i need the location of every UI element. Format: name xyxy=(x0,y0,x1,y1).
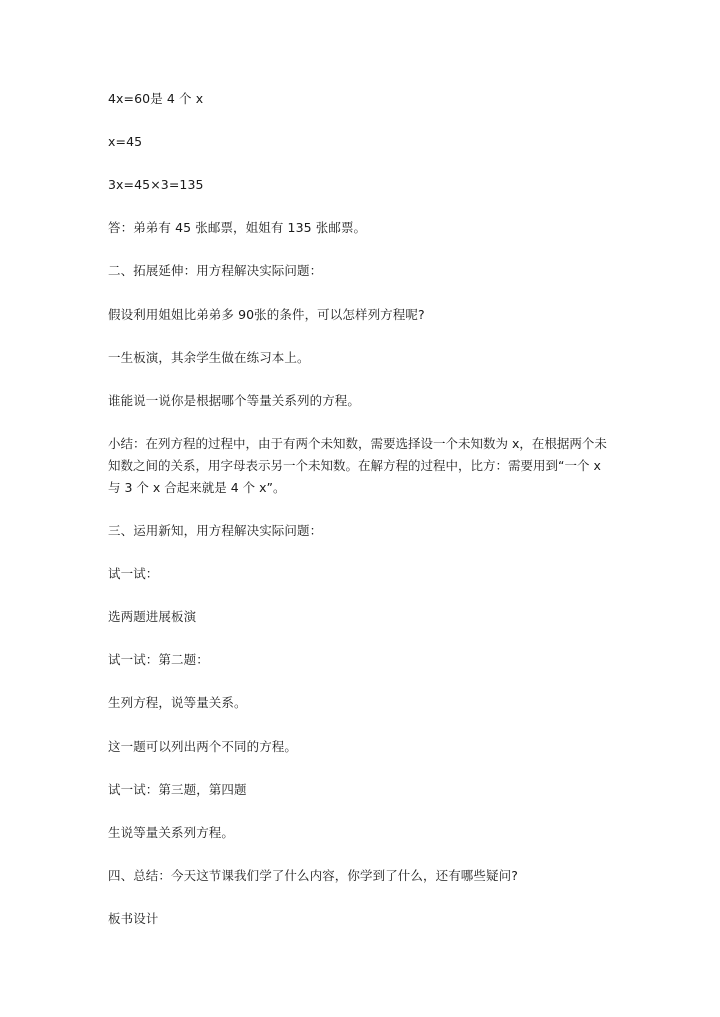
question-line: 假设利用姐姐比弟弟多 90张的条件，可以怎样列方程呢? xyxy=(108,307,425,322)
section-four-heading: 四、总结：今天这节课我们学了什么内容，你学到了什么，还有哪些疑问? xyxy=(108,868,518,883)
answer-line: 答：弟弟有 45 张邮票，姐姐有 135 张邮票。 xyxy=(108,220,367,235)
student-relation-line: 生说等量关系列方程。 xyxy=(108,825,235,840)
equation-3x: 3x=45×3=135 xyxy=(108,177,204,192)
section-two-heading: 二、拓展延伸：用方程解决实际问题： xyxy=(108,263,323,278)
board-design-heading: 板书设计 xyxy=(108,911,159,926)
try-it-second-line: 试一试：第二题： xyxy=(108,652,209,667)
summary-line-1: 小结：在列方程的过程中，由于有两个未知数，需要选择设一个未知数为 x，在根据两个未 xyxy=(108,436,607,451)
try-it-third-fourth-line: 试一试：第三题，第四题 xyxy=(108,782,247,797)
summary-line-2: 知数之间的关系，用字母表示另一个未知数。在解方程的过程中，比方：需要用到“一个 x xyxy=(108,458,601,473)
equation-4x: 4x=60是 4 个 x xyxy=(108,91,204,106)
equation-x: x=45 xyxy=(108,134,143,149)
prompt-line: 谁能说一说你是根据哪个等量关系列的方程。 xyxy=(108,393,361,408)
summary-line-3: 与 3 个 x 合起来就是 4 个 x”。 xyxy=(108,480,286,495)
board-demo-line: 一生板演，其余学生做在练习本上。 xyxy=(108,350,310,365)
try-it-line: 试一试： xyxy=(108,566,159,581)
section-three-heading: 三、运用新知，用方程解决实际问题： xyxy=(108,523,323,538)
select-problems-line: 选两题进展板演 xyxy=(108,609,197,624)
summary-paragraph xyxy=(108,433,608,499)
student-equation-line: 生列方程，说等量关系。 xyxy=(108,695,247,710)
two-equations-line: 这一题可以列出两个不同的方程。 xyxy=(108,739,298,754)
